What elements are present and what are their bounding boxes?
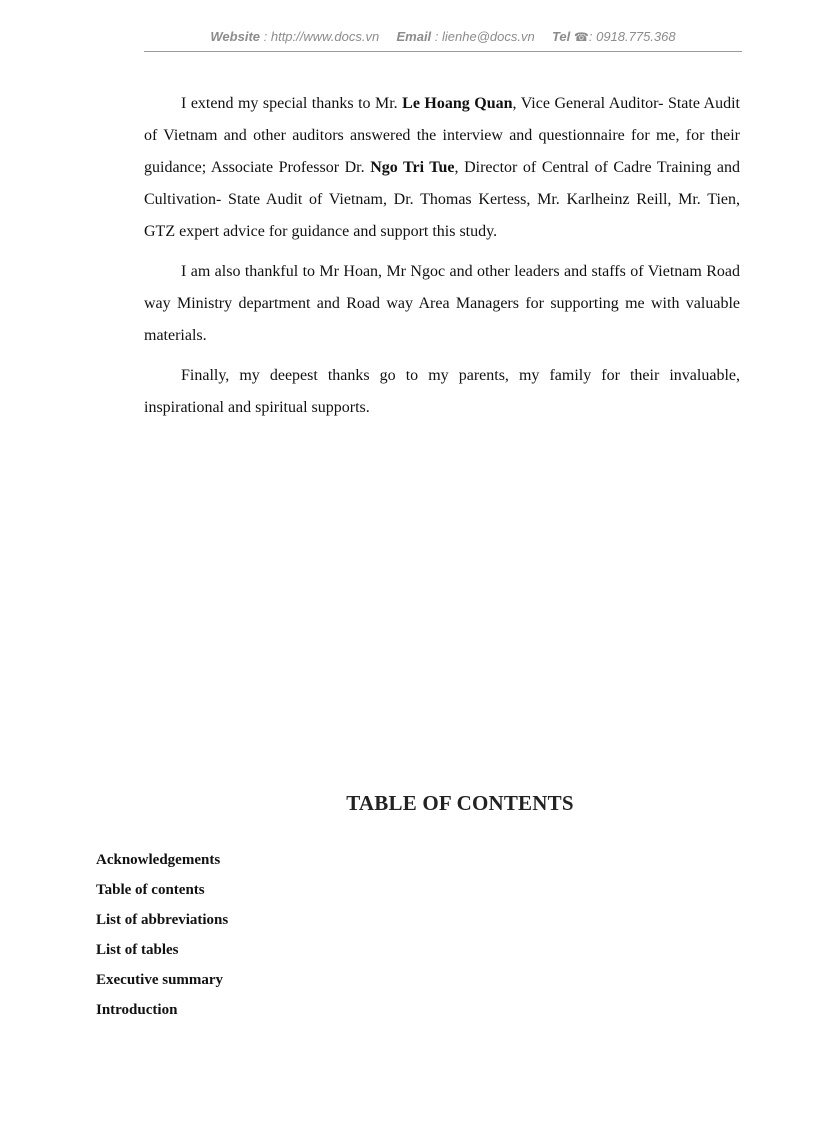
paragraph-1-part-a: I extend my special thanks to Mr. [181,95,403,112]
tel-label: Tel [551,29,571,44]
toc-item[interactable]: List of tables [96,942,179,958]
toc-title: TABLE OF CONTENTS [346,791,574,815]
website-value: : http://www.docs.vn [263,29,380,44]
acknowledgements-body [144,88,740,432]
toc-item[interactable]: Acknowledgements [96,852,221,868]
tel-value: : 0918.775.368 [588,29,676,44]
acknowledgement-paragraph-3: Finally, my deepest thanks go to my parents, my family for their invaluable, inspirational and spiritual supports. [144,367,740,416]
phone-icon: ☎ [573,30,589,44]
person-name-le-hoang-quan: Le Hoang Quan [402,95,513,112]
website-label: Website [210,29,260,44]
paragraph-1-part-b: , Vice General Auditor- State Audit of Vietnam and other auditors answered the interview and questionnaire for me, for their guidance; Associate Professor Dr. [144,95,741,176]
paragraph-1-part-c: , Director of Central of Cadre Training and Cultivation- State Audit of Vietnam, Dr. Thomas Kertess, Mr. Karlheinz Reill, Mr. Tien, GTZ expert advice for guidance and support this study. [144,159,741,240]
person-name-ngo-tri-tue: Ngo Tri Tue [370,159,455,176]
acknowledgement-paragraph-1 [144,88,740,248]
toc-item[interactable]: Introduction [96,1002,178,1018]
email-label: Email [396,29,432,44]
email-value: : lienhe@docs.vn [434,29,535,44]
toc-list [96,848,228,1028]
toc-item[interactable]: List of abbreviations [96,912,229,928]
toc-item[interactable]: Executive summary [96,972,224,988]
toc-item[interactable]: Table of contents [96,882,205,898]
page-header [144,29,742,52]
acknowledgement-paragraph-2: I am also thankful to Mr Hoan, Mr Ngoc and other leaders and staffs of Vietnam Road way Ministry department and Road way Area Managers for supporting me with valuable materials. [144,263,740,344]
